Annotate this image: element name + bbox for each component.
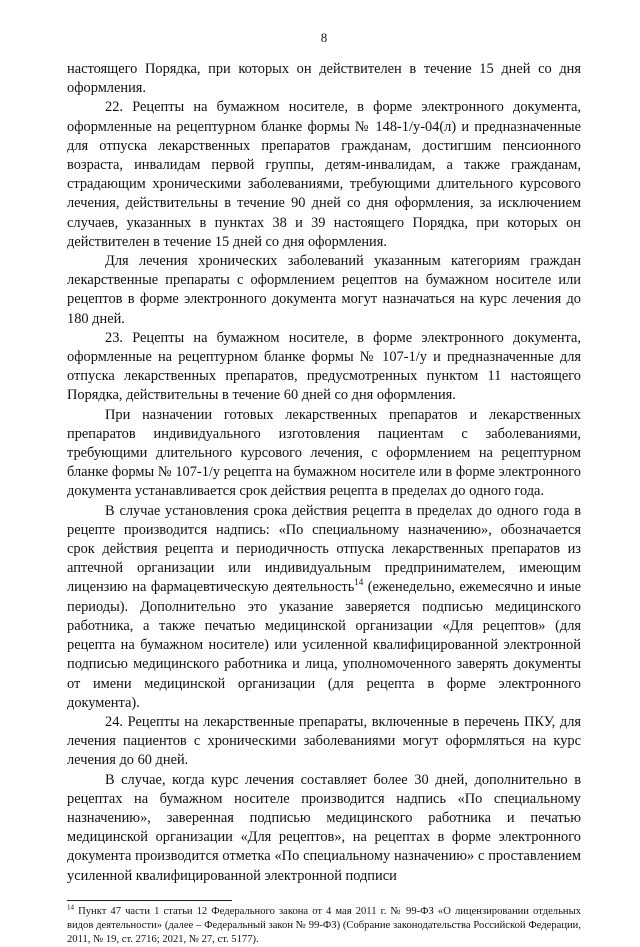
paragraph-item-22: 22. Рецепты на бумажном носителе, в форме электронного документа, оформленные на рецептурном бланке формы № 148-1/у-04(л) и предназначенные для отпуска лекарственных препаратов гражданам, достигшим пенсионного возраста, инвалидам первой группы, детям-инвалидам, а также гражданам, страдающим хроническими заболеваниями, требующими длительного курсового лечения, действительны в течение 90 дней со дня оформления, за исключением случаев, указанных в пунктах 38 и 39 настоящего Порядка, при которых он действителен в течение 15 дней со дня оформления. (67, 99, 581, 250)
body-text (67, 60, 581, 886)
paragraph-item-23: 23. Рецепты на бумажном носителе, в форме электронного документа, оформленные на рецептурном бланке формы № 107-1/у и предназначенные для отпуска лекарственных препаратов, предусмотренных пунктом 11 настоящего Порядка, действительны в течение 60 дней со дня оформления. (67, 329, 581, 404)
paragraph-continuation: настоящего Порядка, при которых он действителен в течение 15 дней со дня оформления. (67, 61, 581, 97)
footnote-reference[interactable]: 14 (354, 577, 364, 588)
footnote (67, 905, 581, 947)
footnote-text: Пункт 47 части 1 статьи 12 Федерального закона от 4 мая 2011 г. № 99-ФЗ «О лицензировании отдельных видов деятельности» (далее – Федеральный закон № 99-ФЗ) (Собрание законодательства Российской Федерации, 2011, № 19, ст. 2716; 2021, № 27, ст. 5177). (67, 905, 581, 945)
footnote-marker: 14 (67, 903, 74, 912)
page-number: 8 (320, 30, 328, 45)
paragraph-one-year-validity: При назначении готовых лекарственных препаратов и лекарственных препаратов индивидуального изготовления пациентам с заболеваниями, требующими длительного курсового лечения, с оформлением на рецептурном бланке формы № 107-1/у рецепта на бумажном носителе или в форме электронного документа устанавливается срок действия рецепта в пределах до одного года. (67, 406, 581, 500)
paragraph-over-30-days: В случае, когда курс лечения составляет более 30 дней, дополнительно в рецептах на бумажном носителе производится надпись «По специальному назначению», заверенная подписью медицинского работника и печатью медицинской организации «Для рецептов», на рецептах в форме электронного документа производится отметка «По специальному назначению» с проставлением усиленной квалифицированной электронной подписи (67, 771, 581, 884)
paragraph-special-purpose (67, 502, 581, 713)
paragraph-text-before-ref: В случае установления срока действия рецепта в пределах до одного года в рецепте производится надпись: «По специальному назначению», обозначается срок действия рецепта и периодичность отпуска лекарственных препаратов из аптечной организации или индивидуальным предпринимателем, имеющим лицензию на фармацевтическую деятельность (67, 502, 581, 596)
paragraph-text-after-ref: (еженедельно, ежемесячно и иные периоды). Дополнительно это указание заверяется подписью медицинского работника, а также печатью медицинской организации «Для рецептов» (для рецепта на бумажном носителе) или усиленной квалифицированной электронной подписью медицинского работника и лица, уполномоченного заверять документы от имени медицинской организации (для рецепта в форме электронного документа). (67, 579, 581, 711)
paragraph-item-24: 24. Рецепты на лекарственные препараты, включенные в перечень ПКУ, для лечения пациентов с хроническими заболеваниями могут оформляться на курс лечения до 60 дней. (67, 713, 581, 769)
paragraph-chronic-180-days: Для лечения хронических заболеваний указанным категориям граждан лекарственные препараты с оформлением рецептов на бумажном носителе или рецептов в форме электронного документа могут назначаться на курс лечения до 180 дней. (67, 253, 581, 327)
footnote-divider (67, 900, 232, 901)
